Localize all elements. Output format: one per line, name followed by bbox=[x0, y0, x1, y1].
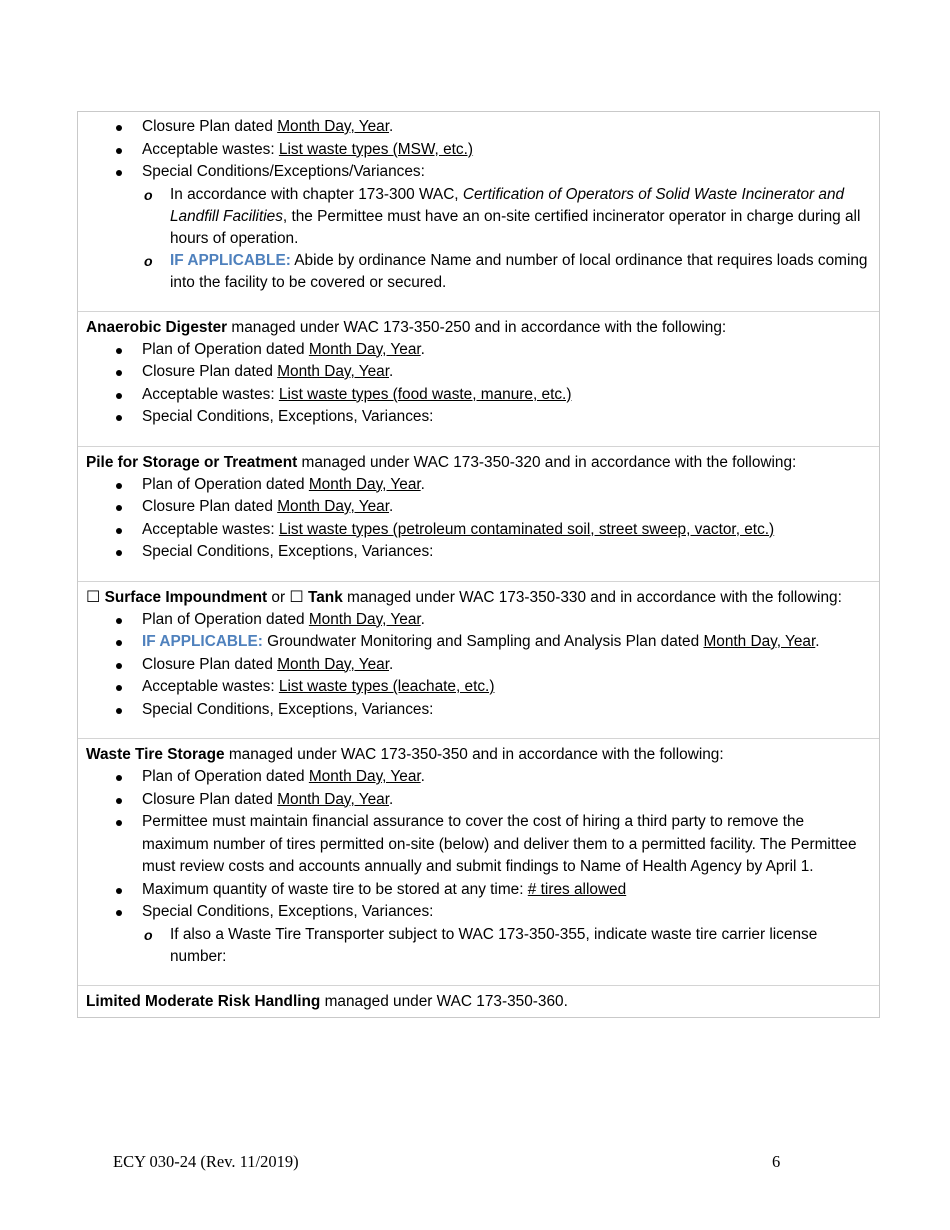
list-item: Acceptable wastes: List waste types (MSW, etc.) bbox=[86, 139, 871, 162]
waste-types-field[interactable]: List waste types (leachate, etc.) bbox=[278, 678, 495, 695]
list-item: Special Conditions, Exceptions, Variances: bbox=[86, 541, 871, 564]
list-item: Acceptable wastes: List waste types (food waste, manure, etc.) bbox=[86, 384, 871, 407]
closure-date-field[interactable]: Month Day, Year bbox=[277, 655, 389, 673]
list-item: Plan of Operation dated Month Day, Year. bbox=[86, 474, 871, 497]
sub-list-item: o In accordance with chapter 173-300 WAC, Certification of Operators of Solid Waste Incinerator and Landfill Facilities, the Permittee must have an on-site certified incinerator operator in charge during all hours of operation. bbox=[142, 184, 871, 250]
bullet-list bbox=[86, 339, 871, 429]
sub-list bbox=[142, 924, 871, 968]
list-item: IF APPLICABLE: Groundwater Monitoring and Sampling and Analysis Plan dated Month Day, Year. bbox=[86, 631, 871, 654]
section-waste-tire-storage bbox=[78, 739, 879, 986]
section-surface-impoundment-tank bbox=[78, 582, 879, 740]
section-heading: ☐ Surface Impoundment or ☐ Tank managed under WAC 173-350-330 and in accordance with the following: bbox=[86, 588, 842, 606]
list-item: Plan of Operation dated Month Day, Year. bbox=[86, 339, 871, 362]
list-item: Special Conditions, Exceptions, Variances: o If also a Waste Tire Transporter subject to WAC 173-350-355, indicate waste tire carrier license number: bbox=[86, 901, 871, 968]
plan-date-field[interactable]: Month Day, Year bbox=[308, 610, 421, 628]
if-applicable-label: IF APPLICABLE: bbox=[170, 251, 291, 269]
list-item: Special Conditions, Exceptions, Variances: bbox=[86, 406, 871, 429]
if-applicable-label: IF APPLICABLE: bbox=[142, 633, 263, 650]
list-item: Maximum quantity of waste tire to be stored at any time: # tires allowed bbox=[86, 879, 871, 902]
closure-date-field[interactable]: Month Day, Year bbox=[277, 790, 389, 808]
waste-types-field[interactable]: List waste types (food waste, manure, etc.) bbox=[278, 385, 572, 403]
list-item: Closure Plan dated Month Day, Year. bbox=[86, 789, 871, 812]
closure-date-field[interactable]: Month Day, Year bbox=[277, 118, 389, 135]
tank-checkbox[interactable]: ☐ bbox=[289, 588, 304, 606]
plan-date-field[interactable]: Month Day, Year bbox=[308, 475, 421, 493]
section-heading: Waste Tire Storage managed under WAC 173-350-350 and in accordance with the following: bbox=[86, 746, 724, 763]
list-item: Special Conditions, Exceptions, Variances: bbox=[86, 699, 871, 722]
section-pile-storage bbox=[78, 447, 879, 582]
list-item: Closure Plan dated Month Day, Year. bbox=[86, 116, 871, 139]
list-item: Acceptable wastes: List waste types (petroleum contaminated soil, street sweep, vactor, etc.) bbox=[86, 519, 871, 542]
groundwater-plan-date-field[interactable]: Month Day, Year bbox=[703, 633, 816, 650]
surface-impoundment-checkbox[interactable]: ☐ bbox=[86, 588, 101, 606]
waste-types-field[interactable]: List waste types (petroleum contaminated soil, street sweep, vactor, etc.) bbox=[278, 520, 775, 538]
bullet-list bbox=[86, 474, 871, 564]
bullet-list bbox=[86, 116, 871, 294]
form-number: ECY 030-24 (Rev. 11/2019) bbox=[113, 1152, 299, 1171]
waste-types-field[interactable]: List waste types (MSW, etc.) bbox=[278, 140, 474, 158]
sub-list bbox=[142, 184, 871, 294]
sub-list-item: o If also a Waste Tire Transporter subject to WAC 173-350-355, indicate waste tire carrier license number: bbox=[142, 924, 871, 968]
closure-date-field[interactable]: Month Day, Year bbox=[277, 363, 389, 380]
bullet-list bbox=[86, 609, 871, 722]
list-item: Permittee must maintain financial assurance to cover the cost of hiring a third party to remove the maximum number of tires permitted on-site (below) and deliver them to a permitted facility. The Permittee must review costs and accounts annually and submit findings to Name of Health Agency by April 1. bbox=[86, 811, 871, 879]
plan-date-field[interactable]: Month Day, Year bbox=[308, 340, 421, 358]
section-heading: Limited Moderate Risk Handling managed under WAC 173-350-360. bbox=[86, 992, 568, 1010]
section-heading: Anaerobic Digester managed under WAC 173-350-250 and in accordance with the following: bbox=[86, 318, 727, 336]
tires-allowed-field[interactable]: # tires allowed bbox=[527, 880, 627, 898]
section-anaerobic-digester bbox=[78, 312, 879, 447]
closure-date-field[interactable]: Month Day, Year bbox=[277, 498, 389, 515]
list-item: Acceptable wastes: List waste types (leachate, etc.) bbox=[86, 676, 871, 699]
list-item: Closure Plan dated Month Day, Year. bbox=[86, 361, 871, 384]
list-item: Plan of Operation dated Month Day, Year. bbox=[86, 609, 871, 632]
list-item: Special Conditions/Exceptions/Variances: o In accordance with chapter 173-300 WAC, Certification of Operators of Solid Waste Incinerator and Landfill Facilities, the Permittee must have an on-site certified incinerator operator in charge during all hours of operation. o IF APPLICABLE: Abide by ordinance Name and number of local ordinance that requires loads coming into the facility to be covered or secured. bbox=[86, 161, 871, 294]
bullet-list bbox=[86, 766, 871, 968]
page-number: 6 bbox=[772, 1152, 781, 1171]
permit-conditions-table bbox=[77, 111, 880, 1018]
plan-date-field[interactable]: Month Day, Year bbox=[308, 768, 421, 785]
section-incinerator-continued bbox=[78, 112, 879, 312]
list-item: Closure Plan dated Month Day, Year. bbox=[86, 654, 871, 677]
section-heading: Pile for Storage or Treatment managed under WAC 173-350-320 and in accordance with the following: bbox=[86, 453, 797, 471]
section-limited-moderate-risk bbox=[78, 986, 879, 1017]
sub-list-item: o IF APPLICABLE: Abide by ordinance Name and number of local ordinance that requires loads coming into the facility to be covered or secured. bbox=[142, 250, 871, 294]
list-item: Plan of Operation dated Month Day, Year. bbox=[86, 766, 871, 789]
list-item: Closure Plan dated Month Day, Year. bbox=[86, 496, 871, 519]
